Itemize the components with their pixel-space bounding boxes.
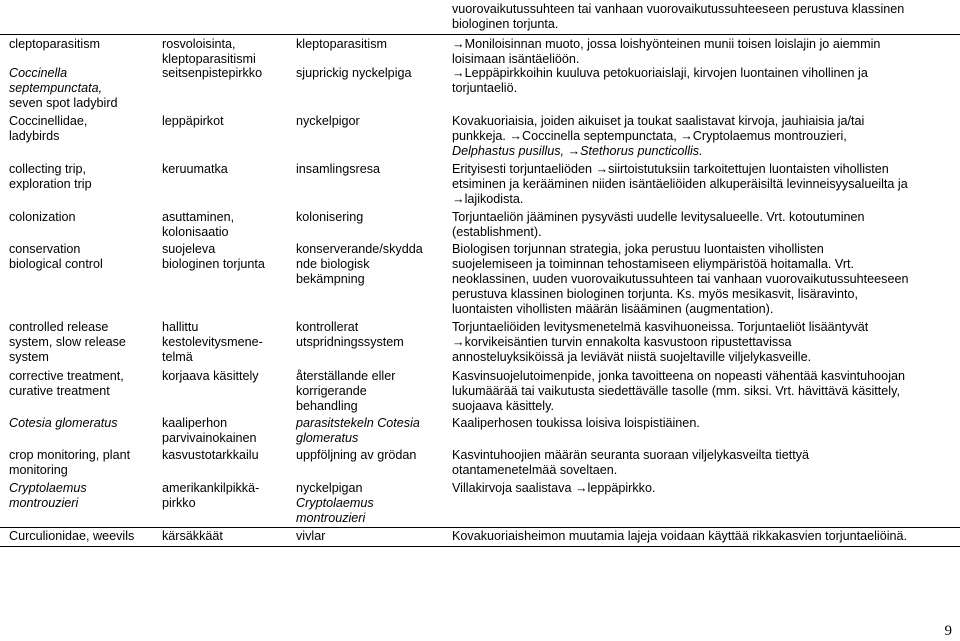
swedish-term-cell [296, 416, 446, 446]
swedish-term: glomeratus [296, 431, 359, 445]
description-line: Kasvintuhoojien määrän seuranta suoraan viljelykasveilta tiettyä [452, 448, 810, 462]
description-cell [452, 66, 950, 96]
table-row [0, 481, 960, 527]
swedish-term: Cryptolaemus [296, 496, 374, 510]
english-term-cell [9, 529, 157, 544]
finnish-term: suojeleva [162, 242, 216, 256]
finnish-term: asuttaminen, [162, 210, 235, 224]
finnish-term: amerikankilpikkä- [162, 481, 260, 495]
swedish-term: insamlingsresa [296, 162, 380, 176]
table-row [0, 210, 960, 240]
table-row [0, 242, 960, 320]
table-row [0, 2, 960, 32]
finnish-term: korjaava käsittely [162, 369, 259, 383]
table-row [0, 34, 960, 64]
swedish-term-cell [296, 242, 446, 287]
swedish-term-cell [296, 481, 446, 526]
finnish-term-cell [162, 37, 282, 67]
table-row [0, 416, 960, 446]
description-cell [452, 242, 950, 317]
description-line: vuorovaikutussuhteen tai vanhaan vuorovaikutussuhteeseen perustuva klassinen [452, 2, 905, 16]
swedish-term: kontrollerat [296, 320, 359, 334]
description-line: →lajikodista. [452, 192, 524, 206]
swedish-term: utspridningssystem [296, 335, 404, 349]
english-term: corrective treatment, [9, 369, 124, 383]
description-line: →Leppäpirkkoihin kuuluva petokuoriaislaji, kirvojen luontainen vihollinen ja [452, 66, 868, 80]
english-term-cell [9, 114, 157, 144]
description-cell [452, 481, 950, 496]
swedish-term: nde biologisk [296, 257, 370, 271]
english-term: controlled release [9, 320, 109, 334]
description-line: Kaaliperhosen toukissa loisiva loispistiäinen. [452, 416, 700, 430]
english-term: cleptoparasitism [9, 37, 100, 51]
finnish-term-cell [162, 210, 282, 240]
swedish-term: korrigerande [296, 384, 367, 398]
swedish-term: montrouzieri [296, 511, 366, 525]
finnish-term: kestolevitysmene- [162, 335, 263, 349]
english-term: Curculionidae, weevils [9, 529, 135, 543]
description-line: →Moniloisinnan muoto, jossa loishyönteinen munii toisen loislajin jo aiemmin [452, 37, 881, 51]
page-number: 9 [944, 623, 952, 639]
table-row [0, 448, 960, 480]
english-term-cell [9, 210, 157, 225]
description-cell [452, 210, 950, 240]
description-line: otantamenetelmää soveltaen. [452, 463, 618, 477]
english-term: seven spot ladybird [9, 96, 118, 110]
finnish-term: kolonisaatio [162, 225, 229, 239]
finnish-term: parvivainokainen [162, 431, 257, 445]
english-term-cell [9, 37, 157, 52]
description-line: Torjuntaeliöiden levitysmenetelmä kasvihuoneissa. Torjuntaeliöt lisääntyvät [452, 320, 869, 334]
description-line: Delphastus pusillus, →Stethorus puncticollis. [452, 144, 703, 158]
swedish-term: parasitstekeln Cotesia [296, 416, 420, 430]
description-cell [452, 320, 950, 365]
english-term: system, slow release [9, 335, 126, 349]
finnish-term-cell [162, 481, 282, 511]
finnish-term: rosvoloisinta, [162, 37, 236, 51]
swedish-term: vivlar [296, 529, 326, 543]
swedish-term-cell [296, 66, 446, 81]
finnish-term: pirkko [162, 496, 196, 510]
finnish-term-cell [162, 242, 282, 272]
english-term-cell [9, 320, 157, 365]
description-line: neoklassinen, uuden vuorovaikutussuhteen tai vanhaan vuorovaikutussuhteeseen [452, 272, 909, 286]
english-term: colonization [9, 210, 76, 224]
finnish-term-cell [162, 114, 282, 129]
description-line: perustuva klassinen biologinen torjunta. Ks. myös mesikasvit, lisäravinto, [452, 287, 858, 301]
description-cell [452, 37, 950, 67]
swedish-term: nyckelpigor [296, 114, 360, 128]
finnish-term-cell [162, 162, 282, 177]
swedish-term-cell [296, 37, 446, 52]
english-term: collecting trip, [9, 162, 86, 176]
english-term: montrouzieri [9, 496, 79, 510]
finnish-term: biologinen torjunta [162, 257, 265, 271]
english-term: Cotesia glomeratus [9, 416, 118, 430]
swedish-term-cell [296, 162, 446, 177]
description-line: biologinen torjunta. [452, 17, 559, 31]
swedish-term: kleptoparasitism [296, 37, 387, 51]
english-term: exploration trip [9, 177, 92, 191]
description-line: Kovakuoriaisia, joiden aikuiset ja toukat saalistavat kirvoja, jauhiaisia ja/tai [452, 114, 865, 128]
swedish-term: bekämpning [296, 272, 365, 286]
english-term-cell [9, 416, 157, 431]
description-line: loisimaan isäntäeliöön. [452, 52, 580, 66]
description-line: punkkeja. →Coccinella septempunctata, →Cryptolaemus montrouzieri, [452, 129, 847, 143]
description-line: Biologisen torjunnan strategia, joka perustuu luontaisten vihollisten [452, 242, 824, 256]
swedish-term: uppföljning av grödan [296, 448, 417, 462]
finnish-term: kaaliperhon [162, 416, 228, 430]
description-cell [452, 448, 950, 478]
finnish-term: kleptoparasitismi [162, 52, 256, 66]
description-line: suojelemiseen ja toiminnan tehostamiseen eliympäristöä hoitamalla. Vrt. [452, 257, 855, 271]
description-line: etsiminen ja kerääminen niiden isäntäeliöiden alkuperäisiltä levinneisyysalueilta ja [452, 177, 908, 191]
table-row [0, 527, 960, 547]
swedish-term-cell [296, 448, 446, 463]
description-cell [452, 114, 950, 159]
english-term: Coccinellidae, [9, 114, 88, 128]
finnish-term: leppäpirkot [162, 114, 224, 128]
description-line: luontaisten vihollisten määrän lisääminen (augmentation). [452, 302, 774, 316]
english-term: curative treatment [9, 384, 110, 398]
swedish-term-cell [296, 529, 446, 544]
finnish-term-cell [162, 369, 282, 384]
finnish-term-cell [162, 448, 282, 463]
description-line: Torjuntaeliön jääminen pysyvästi uudelle levitysalueelle. Vrt. kotoutuminen [452, 210, 865, 224]
swedish-term: behandling [296, 399, 358, 413]
table-row [0, 369, 960, 415]
description-line: annosteluyksiköissä ja leviävät niistä suojeltaville viljelykasveille. [452, 350, 812, 364]
english-term-cell [9, 242, 157, 272]
english-term: conservation [9, 242, 81, 256]
table-row [0, 114, 960, 160]
english-term: biological control [9, 257, 103, 271]
english-term: crop monitoring, plant [9, 448, 131, 462]
english-term: Coccinella [9, 66, 68, 80]
swedish-term-cell [296, 114, 446, 129]
description-cell [452, 369, 950, 414]
finnish-term-cell [162, 66, 282, 81]
swedish-term-cell [296, 320, 446, 350]
description-line: torjuntaeliö. [452, 81, 518, 95]
swedish-term: konserverande/skydda [296, 242, 423, 256]
description-cell [452, 416, 950, 431]
english-term-cell [9, 369, 157, 399]
finnish-term-cell [162, 320, 282, 365]
english-term: septempunctata, [9, 81, 103, 95]
english-term: monitoring [9, 463, 68, 477]
english-term-cell [9, 448, 157, 478]
description-line: →korvikeisäntien turvin ennakolta kasvustoon ripustettavissa [452, 335, 792, 349]
swedish-term-cell [296, 369, 446, 414]
table-row [0, 66, 960, 114]
finnish-term: hallittu [162, 320, 199, 334]
swedish-term-cell [296, 210, 446, 225]
finnish-term: seitsenpistepirkko [162, 66, 263, 80]
description-cell [452, 2, 950, 32]
description-cell [452, 162, 950, 207]
description-line: suojaava käsittely. [452, 399, 554, 413]
english-term: Cryptolaemus [9, 481, 87, 495]
description-cell [452, 529, 950, 544]
english-term-cell [9, 481, 157, 511]
finnish-term-cell [162, 416, 282, 446]
finnish-term: kasvustotarkkailu [162, 448, 259, 462]
swedish-term: återställande eller [296, 369, 396, 383]
description-line: lukumäärää tai vaikutusta siedettävälle tasolle (mm. siksi. Vrt. hävittävä käsittely, [452, 384, 900, 398]
swedish-term: nyckelpigan [296, 481, 363, 495]
description-line: (establishment). [452, 225, 542, 239]
description-line: Kovakuoriaisheimon muutamia lajeja voidaan käyttää rikkakasvien torjuntaeliöinä. [452, 529, 908, 543]
description-line: Kasvinsuojelutoimenpide, jonka tavoitteena on nopeasti vähentää kasvintuhoojan [452, 369, 905, 383]
english-term: ladybirds [9, 129, 60, 143]
table-row [0, 162, 960, 210]
table-row [0, 320, 960, 368]
finnish-term-cell [162, 529, 282, 544]
description-line: Erityisesti torjuntaeliöden →siirtoistutuksiin tarkoitettujen luontaisten vihollisten [452, 162, 889, 176]
finnish-term: kärsäkkäät [162, 529, 223, 543]
finnish-term: keruumatka [162, 162, 228, 176]
english-term: system [9, 350, 49, 364]
swedish-term: kolonisering [296, 210, 364, 224]
finnish-term: telmä [162, 350, 193, 364]
description-line: Villakirvoja saalistava →leppäpirkko. [452, 481, 656, 495]
english-term-cell [9, 162, 157, 192]
english-term-cell [9, 66, 157, 111]
swedish-term: sjuprickig nyckelpiga [296, 66, 412, 80]
